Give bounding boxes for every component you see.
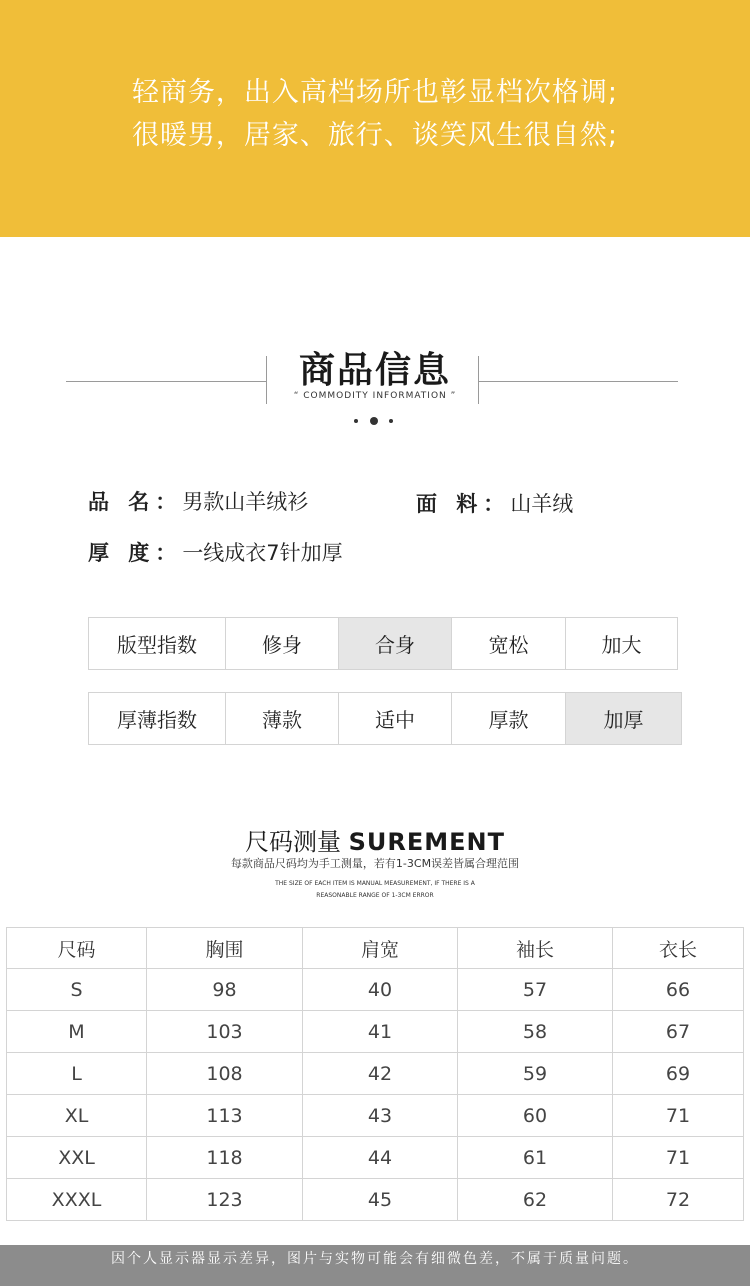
thickness-option-selected: 加厚 bbox=[566, 693, 682, 745]
table-cell: XXXL bbox=[7, 1179, 147, 1221]
table-cell: 45 bbox=[303, 1179, 458, 1221]
table-row bbox=[7, 1179, 744, 1221]
table-cell: XL bbox=[7, 1095, 147, 1137]
thickness-option: 厚款 bbox=[452, 693, 566, 745]
size-title-en: SUREMENT bbox=[348, 828, 506, 856]
footer-disclaimer: 因个人显示器显示差异，图片与实物可能会有细微色差，不属于质量问题。 bbox=[0, 1245, 750, 1286]
product-name-label: 品 名： bbox=[88, 490, 183, 514]
table-cell: 66 bbox=[613, 969, 744, 1011]
table-row bbox=[7, 1053, 744, 1095]
thickness-option: 薄款 bbox=[226, 693, 339, 745]
table-cell: 69 bbox=[613, 1053, 744, 1095]
table-cell: 57 bbox=[458, 969, 613, 1011]
product-name bbox=[88, 486, 308, 516]
fit-option: 宽松 bbox=[452, 618, 566, 670]
table-cell: 62 bbox=[458, 1179, 613, 1221]
table-cell: 42 bbox=[303, 1053, 458, 1095]
material-value: 山羊绒 bbox=[510, 492, 574, 516]
material-label: 面 料： bbox=[416, 492, 511, 516]
header-size: 尺码 bbox=[7, 928, 147, 969]
table-cell: 43 bbox=[303, 1095, 458, 1137]
banner-line-1: 轻商务，出入高档场所也彰显档次格调; bbox=[131, 77, 619, 108]
section-title: 商品信息 bbox=[298, 350, 451, 391]
dot-left bbox=[354, 419, 358, 423]
table-cell: M bbox=[7, 1011, 147, 1053]
table-cell: 113 bbox=[147, 1095, 303, 1137]
dot-center bbox=[370, 417, 378, 425]
table-cell: 40 bbox=[303, 969, 458, 1011]
table-cell: XXL bbox=[7, 1137, 147, 1179]
table-cell: 59 bbox=[458, 1053, 613, 1095]
thickness bbox=[88, 537, 343, 567]
fit-option-selected: 合身 bbox=[339, 618, 452, 670]
size-table bbox=[6, 927, 744, 1221]
table-cell: 58 bbox=[458, 1011, 613, 1053]
top-banner bbox=[0, 0, 750, 237]
table-row bbox=[7, 969, 744, 1011]
table-row bbox=[7, 1011, 744, 1053]
material bbox=[416, 488, 573, 518]
table-cell: 123 bbox=[147, 1179, 303, 1221]
table-cell: 60 bbox=[458, 1095, 613, 1137]
thickness-label: 厚 度： bbox=[88, 541, 183, 565]
thickness-value: 一线成衣7针加厚 bbox=[182, 541, 343, 565]
header-sleeve: 袖长 bbox=[458, 928, 613, 969]
thickness-option: 适中 bbox=[339, 693, 452, 745]
dot-right bbox=[389, 419, 393, 423]
table-cell: 98 bbox=[147, 969, 303, 1011]
table-cell: L bbox=[7, 1053, 147, 1095]
thickness-index-label: 厚薄指数 bbox=[89, 693, 226, 745]
size-note-cn: 每款商品尺码均为手工测量，若有1-3CM误差皆属合理范围 bbox=[230, 857, 520, 870]
table-cell: 71 bbox=[613, 1137, 744, 1179]
product-name-value: 男款山羊绒衫 bbox=[182, 490, 309, 514]
table-cell: 44 bbox=[303, 1137, 458, 1179]
table-cell: 41 bbox=[303, 1011, 458, 1053]
fit-index-label: 版型指数 bbox=[89, 618, 226, 670]
header-chest: 胸围 bbox=[147, 928, 303, 969]
section-subtitle: “ COMMODITY INFORMATION ” bbox=[293, 391, 457, 401]
table-row bbox=[7, 1095, 744, 1137]
size-table-header bbox=[7, 928, 744, 969]
table-cell: 67 bbox=[613, 1011, 744, 1053]
size-note-en-1: THE SIZE OF EACH ITEM IS MANUAL MEASUREMENT, IF THERE IS A bbox=[275, 880, 475, 887]
banner-line-2: 很暖男，居家、旅行、谈笑风生很自然; bbox=[131, 120, 619, 151]
thickness-index-table bbox=[88, 692, 682, 745]
table-cell: 108 bbox=[147, 1053, 303, 1095]
table-row bbox=[7, 1137, 744, 1179]
fit-option: 修身 bbox=[226, 618, 339, 670]
fit-option: 加大 bbox=[566, 618, 678, 670]
size-section-title bbox=[0, 822, 750, 857]
size-note-en-2: REASONABLE RANGE OF 1-3CM ERROR bbox=[316, 892, 434, 899]
header-length: 衣长 bbox=[613, 928, 744, 969]
size-title-cn: 尺码测量 bbox=[244, 828, 341, 856]
table-cell: 72 bbox=[613, 1179, 744, 1221]
table-cell: 118 bbox=[147, 1137, 303, 1179]
fit-index-table bbox=[88, 617, 678, 670]
table-cell: 71 bbox=[613, 1095, 744, 1137]
table-cell: 103 bbox=[147, 1011, 303, 1053]
table-cell: 61 bbox=[458, 1137, 613, 1179]
table-cell: S bbox=[7, 969, 147, 1011]
header-shoulder: 肩宽 bbox=[303, 928, 458, 969]
